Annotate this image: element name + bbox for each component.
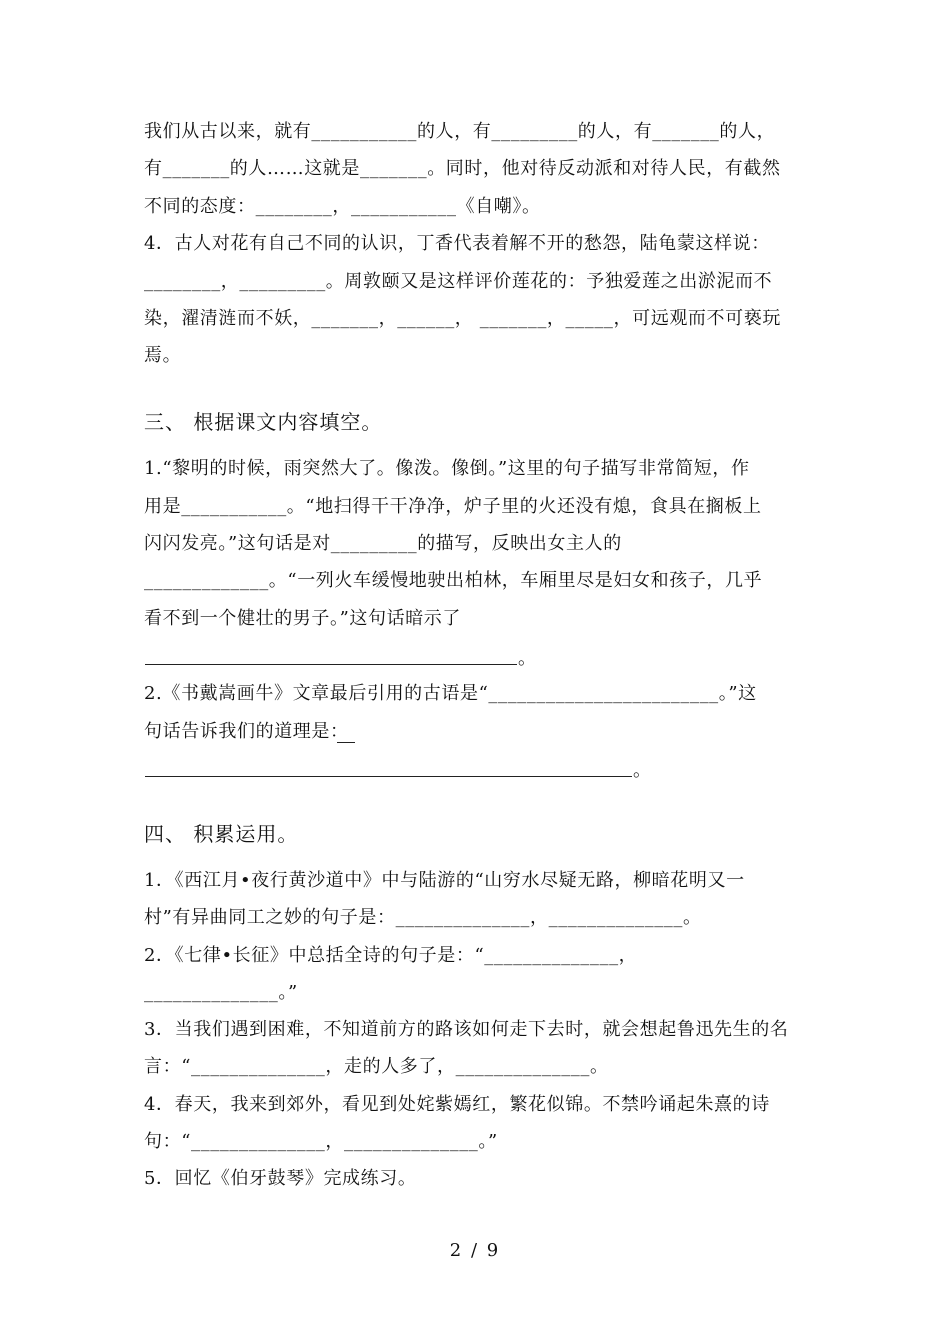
text-line: 2.《书戴嵩画牛》文章最后引用的古语是“________________________。”这 [144, 683, 757, 704]
text-line: 3．当我们遇到困难，不知道前方的路该如何走下去时，就会想起鲁迅先生的名 [144, 1019, 789, 1040]
text-line: ______________。” [144, 982, 298, 1003]
text-line: 句话告诉我们的道理是： [144, 721, 349, 742]
text-line: 。 [633, 760, 652, 781]
text-line: 用是___________。“地扫得干干净净，炉子里的火还没有熄，食具在搁板上 [144, 496, 762, 517]
text-line: 言：“______________，走的人多了，______________。 [144, 1056, 609, 1077]
text-line: 村”有异曲同工之妙的句子是：______________，______________。 [144, 907, 702, 928]
text-line: 焉。 [144, 345, 182, 366]
text-line: 看不到一个健壮的男子。”这句话暗示了 [144, 608, 462, 629]
section-heading: 三、 根据课文内容填空。 [144, 410, 383, 434]
section-heading: 四、 积累运用。 [144, 822, 299, 846]
page-number: 2 / 9 [449, 1240, 501, 1261]
text-line: 4．春天，我来到郊外，看见到处姹紫嫣红，繁花似锦。不禁吟诵起朱熹的诗 [144, 1094, 770, 1115]
text-line: 4．古人对花有自己不同的认识，丁香代表着解不开的愁怨，陆龟蒙这样说： [144, 233, 770, 254]
text-line: 我们从古以来，就有___________的人，有_________的人，有_______的人， [144, 121, 776, 142]
underline-mark [337, 742, 355, 743]
text-line: 5．回忆《伯牙鼓琴》完成练习。 [144, 1168, 417, 1189]
text-line: 不同的态度：________，___________《自嘲》。 [144, 196, 541, 217]
text-line: _____________。“一列火车缓慢地驶出柏林，车厢里尽是妇女和孩子，几乎 [144, 570, 763, 591]
blank-line [145, 776, 632, 777]
text-line: 1.“黎明的时候，雨突然大了。像泼。像倒。”这里的句子描写非常简短，作 [144, 458, 750, 479]
text-line: 。 [518, 648, 537, 669]
text-line: 1．《西江月•夜行黄沙道中》中与陆游的“山穷水尽疑无路，柳暗花明又一 [144, 870, 745, 891]
text-line: 2．《七律•长征》中总括全诗的句子是：“______________， [144, 945, 638, 966]
text-line: 有_______的人……这就是_______。同时，他对待反动派和对待人民，有截然 [144, 158, 781, 179]
text-line: 闪闪发亮。”这句话是对_________的描写，反映出女主人的 [144, 533, 622, 554]
text-line: 染，濯清涟而不妖，_______，______， _______，_____，可远观而不可亵玩 [144, 308, 781, 329]
text-line: 句：“______________，______________。” [144, 1131, 498, 1152]
text-line: ________，_________。周敦颐又是这样评价莲花的：予独爱莲之出淤泥而不 [144, 271, 773, 292]
blank-line [145, 664, 517, 665]
